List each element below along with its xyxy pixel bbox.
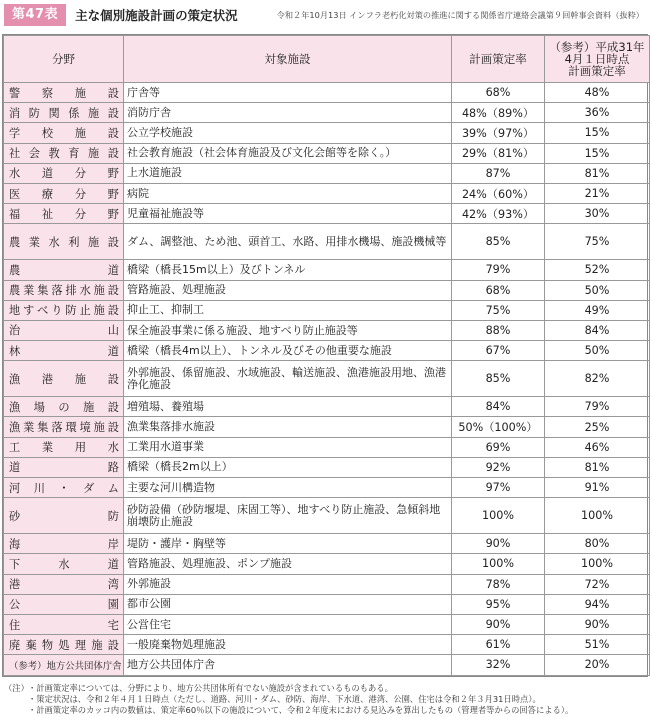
table-row bbox=[4, 183, 650, 203]
shisetsu-cell: 橋梁（橋長4m以上）、トンネル及びその他重要な施設 bbox=[124, 341, 452, 361]
bunya-cell: 公園 bbox=[4, 594, 124, 614]
table-row bbox=[4, 534, 650, 554]
header-bunya: 分野 bbox=[4, 36, 124, 83]
rate-cell: 79% bbox=[452, 260, 545, 280]
bunya-cell: 農道 bbox=[4, 260, 124, 280]
table-body bbox=[4, 83, 650, 676]
bunya-cell: 漁業集落環境施設 bbox=[4, 417, 124, 437]
rate-cell: 87% bbox=[452, 163, 545, 183]
bunya-cell: 道路 bbox=[4, 457, 124, 477]
bunya-cell: 下水道 bbox=[4, 554, 124, 574]
shisetsu-cell: 社会教育施設（社会体育施設及び文化会館等を除く。） bbox=[124, 143, 452, 163]
bunya-cell: 福祉分野 bbox=[4, 204, 124, 224]
shisetsu-cell: 砂防設備（砂防堰堤、床固工等）、地すべり防止施設、急傾斜地崩壊防止施設 bbox=[124, 498, 452, 534]
rate-cell: 84% bbox=[452, 397, 545, 417]
shisetsu-cell: 橋梁（橋長15m以上）及びトンネル bbox=[124, 260, 452, 280]
table-row bbox=[4, 320, 650, 340]
rate-cell: 90% bbox=[452, 614, 545, 634]
header-reference-rate bbox=[545, 36, 650, 83]
shisetsu-cell: 消防庁舎 bbox=[124, 103, 452, 123]
shisetsu-cell: 公営住宅 bbox=[124, 614, 452, 634]
note-line-1: ・計画策定率については、分野により、地方公共団体所有でない施設が含まれているものもある。 bbox=[28, 683, 393, 693]
table-row bbox=[4, 397, 650, 417]
bunya-cell: 漁港施設 bbox=[4, 361, 124, 397]
rate-cell: 68% bbox=[452, 83, 545, 103]
bunya-cell: 港湾 bbox=[4, 574, 124, 594]
bunya-cell: 消防関係施設 bbox=[4, 103, 124, 123]
reference-rate-cell: 84% bbox=[545, 320, 650, 340]
table-row bbox=[4, 224, 650, 260]
shisetsu-cell: 外郭施設 bbox=[124, 574, 452, 594]
notes bbox=[4, 683, 650, 716]
bunya-cell: 漁場の施設 bbox=[4, 397, 124, 417]
table-row bbox=[4, 498, 650, 534]
table-row bbox=[4, 417, 650, 437]
shisetsu-cell: 橋梁（橋長2m以上） bbox=[124, 457, 452, 477]
shisetsu-cell: 都市公園 bbox=[124, 594, 452, 614]
table-row bbox=[4, 457, 650, 477]
reference-rate-cell: 81% bbox=[545, 457, 650, 477]
shisetsu-cell: 上水道施設 bbox=[124, 163, 452, 183]
rate-cell: 100% bbox=[452, 554, 545, 574]
table-row bbox=[4, 437, 650, 457]
table-row bbox=[4, 143, 650, 163]
bunya-cell: 警察施設 bbox=[4, 83, 124, 103]
rate-cell: 92% bbox=[452, 457, 545, 477]
shisetsu-cell: 保全施設事業に係る施設、地すべり防止施設等 bbox=[124, 320, 452, 340]
reference-rate-cell: 15% bbox=[545, 123, 650, 143]
reference-rate-cell: 48% bbox=[545, 83, 650, 103]
bunya-cell: 治山 bbox=[4, 320, 124, 340]
reference-rate-cell: 25% bbox=[545, 417, 650, 437]
rate-cell: 78% bbox=[452, 574, 545, 594]
rate-cell: 48%（89%） bbox=[452, 103, 545, 123]
note-line-3: ・計画策定率のカッコ内の数値は、策定率60％以下の施設について、令和２年度末における見込みを算出したもの（管理者等からの回答による）。 bbox=[28, 705, 574, 715]
reference-rate-cell: 79% bbox=[545, 397, 650, 417]
rate-cell: 85% bbox=[452, 224, 545, 260]
shisetsu-cell: 工業用水道事業 bbox=[124, 437, 452, 457]
shisetsu-cell: 病院 bbox=[124, 183, 452, 203]
bunya-cell: （参考）地方公共団体庁舎 bbox=[4, 655, 124, 675]
table-row bbox=[4, 361, 650, 397]
bunya-cell: 廃棄物処理施設 bbox=[4, 635, 124, 655]
reference-rate-cell: 91% bbox=[545, 478, 650, 498]
bunya-cell: 医療分野 bbox=[4, 183, 124, 203]
reference-rate-cell: 82% bbox=[545, 361, 650, 397]
shisetsu-cell: 増殖場、養殖場 bbox=[124, 397, 452, 417]
shisetsu-cell: 管路施設、処理施設 bbox=[124, 280, 452, 300]
rate-cell: 90% bbox=[452, 534, 545, 554]
rate-cell: 42%（93%） bbox=[452, 204, 545, 224]
table-row bbox=[4, 260, 650, 280]
bunya-cell: 工業用水 bbox=[4, 437, 124, 457]
reference-rate-cell: 50% bbox=[545, 280, 650, 300]
reference-rate-cell: 30% bbox=[545, 204, 650, 224]
header-ref-line3: 計画策定率 bbox=[568, 64, 626, 79]
table-row bbox=[4, 103, 650, 123]
bunya-cell: 河川・ダム bbox=[4, 478, 124, 498]
shisetsu-cell: 一般廃棄物処理施設 bbox=[124, 635, 452, 655]
bunya-cell: 社会教育施設 bbox=[4, 143, 124, 163]
table-row bbox=[4, 554, 650, 574]
table-row bbox=[4, 123, 650, 143]
page-title: 主な個別施設計画の策定状況 bbox=[75, 8, 238, 23]
table-row bbox=[4, 300, 650, 320]
shisetsu-cell: 外郭施設、係留施設、水域施設、輸送施設、漁港施設用地、漁港浄化施設 bbox=[124, 361, 452, 397]
reference-rate-cell: 100% bbox=[545, 498, 650, 534]
rate-cell: 100% bbox=[452, 498, 545, 534]
reference-rate-cell: 80% bbox=[545, 534, 650, 554]
shisetsu-cell: 地方公共団体庁舎 bbox=[124, 655, 452, 675]
shisetsu-cell: 管路施設、処理施設、ポンプ施設 bbox=[124, 554, 452, 574]
reference-rate-cell: 81% bbox=[545, 163, 650, 183]
reference-rate-cell: 20% bbox=[545, 655, 650, 675]
table-row bbox=[4, 163, 650, 183]
shisetsu-cell: 堤防・護岸・胸壁等 bbox=[124, 534, 452, 554]
bunya-cell: 学校施設 bbox=[4, 123, 124, 143]
header-rate: 計画策定率 bbox=[452, 36, 545, 83]
bunya-cell: 農業集落排水施設 bbox=[4, 280, 124, 300]
shisetsu-cell: 児童福祉施設等 bbox=[124, 204, 452, 224]
bunya-cell: 地すべり防止施設 bbox=[4, 300, 124, 320]
reference-rate-cell: 75% bbox=[545, 224, 650, 260]
source-caption: 令和２年10月13日 インフラ老朽化対策の推進に関する関係省庁連絡会議第９回幹事会資料（抜粋） bbox=[276, 9, 644, 20]
reference-rate-cell: 94% bbox=[545, 594, 650, 614]
rate-cell: 97% bbox=[452, 478, 545, 498]
plan-status-table bbox=[2, 34, 648, 677]
shisetsu-cell: 主要な河川構造物 bbox=[124, 478, 452, 498]
rate-cell: 67% bbox=[452, 341, 545, 361]
table-row bbox=[4, 594, 650, 614]
rate-cell: 69% bbox=[452, 437, 545, 457]
table-row bbox=[4, 614, 650, 634]
header-ref-line1: （参考）平成31年 bbox=[549, 39, 645, 54]
rate-cell: 88% bbox=[452, 320, 545, 340]
reference-rate-cell: 72% bbox=[545, 574, 650, 594]
reference-rate-cell: 46% bbox=[545, 437, 650, 457]
rate-cell: 85% bbox=[452, 361, 545, 397]
bunya-cell: 住宅 bbox=[4, 614, 124, 634]
table-row bbox=[4, 655, 650, 675]
reference-rate-cell: 21% bbox=[545, 183, 650, 203]
rate-cell: 32% bbox=[452, 655, 545, 675]
rate-cell: 75% bbox=[452, 300, 545, 320]
table-row bbox=[4, 280, 650, 300]
rate-cell: 68% bbox=[452, 280, 545, 300]
reference-rate-cell: 49% bbox=[545, 300, 650, 320]
rate-cell: 61% bbox=[452, 635, 545, 655]
reference-rate-cell: 50% bbox=[545, 341, 650, 361]
reference-rate-cell: 15% bbox=[545, 143, 650, 163]
reference-rate-cell: 100% bbox=[545, 554, 650, 574]
reference-rate-cell: 90% bbox=[545, 614, 650, 634]
shisetsu-cell: 漁業集落排水施設 bbox=[124, 417, 452, 437]
table-row bbox=[4, 478, 650, 498]
shisetsu-cell: ダム、調整池、ため池、頭首工、水路、用排水機場、施設機械等 bbox=[124, 224, 452, 260]
table-row bbox=[4, 204, 650, 224]
table-row bbox=[4, 341, 650, 361]
header-shisetsu: 対象施設 bbox=[124, 36, 452, 83]
rate-cell: 29%（81%） bbox=[452, 143, 545, 163]
shisetsu-cell: 公立学校施設 bbox=[124, 123, 452, 143]
bunya-cell: 海岸 bbox=[4, 534, 124, 554]
bunya-cell: 林道 bbox=[4, 341, 124, 361]
header bbox=[0, 0, 650, 30]
table-header-row bbox=[4, 36, 650, 83]
reference-rate-cell: 52% bbox=[545, 260, 650, 280]
bunya-cell: 農業水利施設 bbox=[4, 224, 124, 260]
bunya-cell: 水道分野 bbox=[4, 163, 124, 183]
table-number-badge: 第47表 bbox=[4, 4, 66, 26]
shisetsu-cell: 抑止工、抑制工 bbox=[124, 300, 452, 320]
table-row bbox=[4, 635, 650, 655]
reference-rate-cell: 51% bbox=[545, 635, 650, 655]
bunya-cell: 砂防 bbox=[4, 498, 124, 534]
note-line-2: ・策定状況は、令和２年４月１日時点（ただし、道路、河川・ダム、砂防、海岸、下水道、港湾、公園、住宅は令和２年３月31日時点）。 bbox=[28, 694, 541, 704]
rate-cell: 24%（60%） bbox=[452, 183, 545, 203]
header-ref-line2: 4月１日時点 bbox=[564, 51, 630, 66]
notes-head: （注） bbox=[4, 683, 29, 693]
shisetsu-cell: 庁舎等 bbox=[124, 83, 452, 103]
rate-cell: 39%（97%） bbox=[452, 123, 545, 143]
table-row bbox=[4, 574, 650, 594]
table-row bbox=[4, 83, 650, 103]
rate-cell: 50%（100%） bbox=[452, 417, 545, 437]
reference-rate-cell: 36% bbox=[545, 103, 650, 123]
rate-cell: 95% bbox=[452, 594, 545, 614]
